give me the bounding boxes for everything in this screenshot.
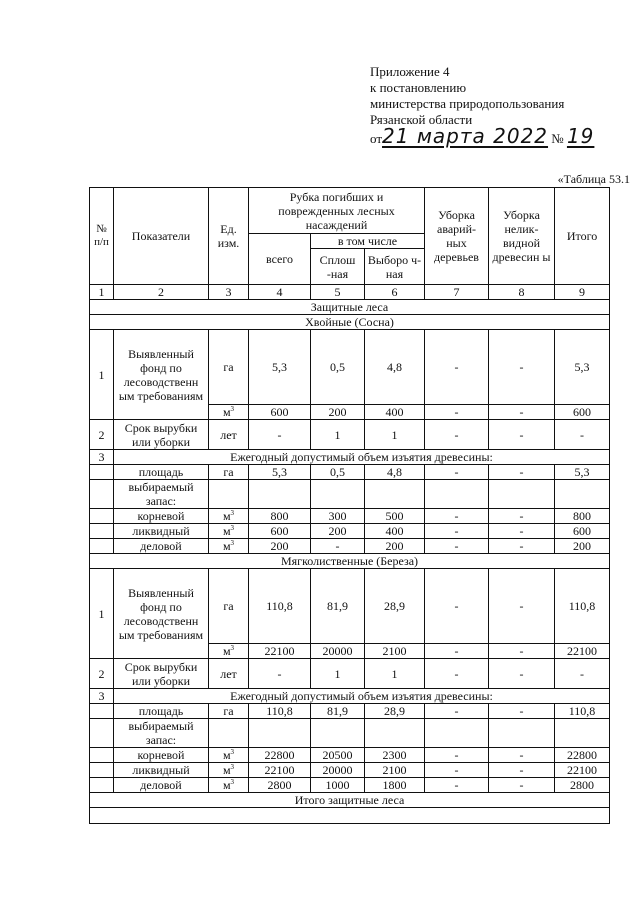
row-label-term: Срок вырубки или уборки bbox=[114, 659, 209, 689]
row-num: 3 bbox=[90, 689, 114, 704]
table-row bbox=[90, 450, 610, 465]
value-cell: 22100 bbox=[249, 763, 311, 778]
value-cell: 600 bbox=[249, 524, 311, 539]
value-cell: 2800 bbox=[249, 778, 311, 793]
value-cell: 20000 bbox=[311, 644, 365, 659]
value-cell: 1 bbox=[365, 420, 425, 450]
value-cell: 81,9 bbox=[311, 704, 365, 719]
column-numbers-row bbox=[90, 285, 610, 300]
col-number: 2 bbox=[114, 285, 209, 300]
handwritten-date: 21 марта 2022 bbox=[382, 124, 549, 148]
value-cell: 600 bbox=[555, 524, 610, 539]
value-cell: 800 bbox=[249, 509, 311, 524]
row-label-stock: выбираемый запас: bbox=[114, 719, 209, 748]
table-row bbox=[90, 509, 610, 524]
value-cell: 22100 bbox=[555, 644, 610, 659]
section-soft: Мягколиственные (Береза) bbox=[90, 554, 610, 569]
value-cell: 22100 bbox=[249, 644, 311, 659]
value-cell: 5,3 bbox=[555, 465, 610, 480]
value-cell: 2300 bbox=[365, 748, 425, 763]
empty-cell bbox=[90, 539, 114, 554]
row-label-stock: выбираемый запас: bbox=[114, 480, 209, 509]
unit-cell: лет bbox=[209, 659, 249, 689]
value-cell: 200 bbox=[365, 539, 425, 554]
col-total-header: Итого bbox=[555, 188, 610, 285]
empty-cell bbox=[90, 509, 114, 524]
value-cell: 0,5 bbox=[311, 330, 365, 405]
unit-cell: $м^3$ bbox=[209, 748, 249, 763]
value-cell: - bbox=[425, 405, 489, 420]
value-cell: 200 bbox=[311, 524, 365, 539]
value-cell: 28,9 bbox=[365, 569, 425, 644]
col-num-header: № п/п bbox=[90, 188, 114, 285]
empty-cell bbox=[425, 480, 489, 509]
value-cell: - bbox=[425, 748, 489, 763]
value-cell: 81,9 bbox=[311, 569, 365, 644]
col-number: 9 bbox=[555, 285, 610, 300]
value-cell: 5,3 bbox=[555, 330, 610, 405]
table-row bbox=[90, 808, 610, 824]
row-num: 3 bbox=[90, 450, 114, 465]
col-all-header: всего bbox=[249, 234, 311, 285]
col-emergency-header: Уборка аварий-ных деревьев bbox=[425, 188, 489, 285]
empty-cell bbox=[249, 480, 311, 509]
row-label-root: корневой bbox=[114, 509, 209, 524]
empty-cell bbox=[90, 524, 114, 539]
empty-cell bbox=[90, 719, 114, 748]
row-label-term: Срок вырубки или уборки bbox=[114, 420, 209, 450]
row-num: 2 bbox=[90, 659, 114, 689]
value-cell: 500 bbox=[365, 509, 425, 524]
value-cell: 22800 bbox=[555, 748, 610, 763]
table-row bbox=[90, 704, 610, 719]
col-unit-header: Ед. изм. bbox=[209, 188, 249, 285]
value-cell: 110,8 bbox=[555, 704, 610, 719]
value-cell: 2800 bbox=[555, 778, 610, 793]
unit-cell: $м^3$ bbox=[209, 524, 249, 539]
unit-cell: га bbox=[209, 465, 249, 480]
col-number: 6 bbox=[365, 285, 425, 300]
row-label-area: площадь bbox=[114, 465, 209, 480]
empty-cell bbox=[90, 808, 610, 824]
value-cell: 1000 bbox=[311, 778, 365, 793]
col-including-header: в том числе bbox=[311, 234, 425, 249]
value-cell: 4,8 bbox=[365, 330, 425, 405]
appendix-line-4: Рязанской области bbox=[370, 112, 473, 127]
row-label-annual: Ежегодный допустимый объем изъятия древесины: bbox=[114, 689, 610, 704]
empty-cell bbox=[365, 719, 425, 748]
value-cell: 28,9 bbox=[365, 704, 425, 719]
value-cell: 5,3 bbox=[249, 465, 311, 480]
value-cell: 200 bbox=[555, 539, 610, 554]
row-num: 2 bbox=[90, 420, 114, 450]
value-cell: 200 bbox=[311, 405, 365, 420]
section-row bbox=[90, 554, 610, 569]
col-indicators-header: Показатели bbox=[114, 188, 209, 285]
col-number: 4 bbox=[249, 285, 311, 300]
appendix-line-3: министерства природопользования bbox=[370, 96, 565, 111]
value-cell: 22800 bbox=[249, 748, 311, 763]
value-cell: - bbox=[425, 539, 489, 554]
unit-cell: лет bbox=[209, 420, 249, 450]
forest-felling-table bbox=[89, 187, 610, 824]
value-cell: - bbox=[489, 704, 555, 719]
row-label-liquid: ликвидный bbox=[114, 524, 209, 539]
value-cell: - bbox=[489, 509, 555, 524]
col-illiquid-header: Уборка нелик-видной древесин ы bbox=[489, 188, 555, 285]
table-row bbox=[90, 539, 610, 554]
empty-cell bbox=[489, 480, 555, 509]
header-row-1 bbox=[90, 188, 610, 234]
col-felling-header: Рубка погибших и поврежденных лесных насаждений bbox=[249, 188, 425, 234]
row-num: 1 bbox=[90, 569, 114, 659]
value-cell: - bbox=[489, 644, 555, 659]
value-cell: - bbox=[425, 465, 489, 480]
section-protective: Защитные леса bbox=[90, 300, 610, 315]
value-cell: - bbox=[425, 509, 489, 524]
value-cell: - bbox=[555, 659, 610, 689]
section-protective-total: Итого защитные леса bbox=[90, 793, 610, 808]
empty-cell bbox=[365, 480, 425, 509]
decree-date-line bbox=[370, 124, 594, 148]
number-label: № bbox=[551, 131, 564, 146]
value-cell: 1800 bbox=[365, 778, 425, 793]
table-row bbox=[90, 330, 610, 405]
unit-cell: га bbox=[209, 569, 249, 644]
value-cell: - bbox=[249, 659, 311, 689]
handwritten-number: 19 bbox=[566, 124, 595, 148]
value-cell: 400 bbox=[365, 405, 425, 420]
value-cell: 110,8 bbox=[555, 569, 610, 644]
value-cell: - bbox=[489, 524, 555, 539]
col-selective-header: Выборо ч-ная bbox=[365, 249, 425, 285]
table-row bbox=[90, 569, 610, 644]
unit-cell: га bbox=[209, 330, 249, 405]
value-cell: 1 bbox=[365, 659, 425, 689]
value-cell: - bbox=[489, 659, 555, 689]
value-cell: 5,3 bbox=[249, 330, 311, 405]
value-cell: 4,8 bbox=[365, 465, 425, 480]
row-label-liquid: ликвидный bbox=[114, 763, 209, 778]
value-cell: - bbox=[425, 569, 489, 644]
row-label-annual: Ежегодный допустимый объем изъятия древесины: bbox=[114, 450, 610, 465]
table-row bbox=[90, 763, 610, 778]
empty-cell bbox=[311, 480, 365, 509]
from-label: от bbox=[370, 131, 383, 146]
value-cell: 110,8 bbox=[249, 569, 311, 644]
value-cell: 300 bbox=[311, 509, 365, 524]
appendix-line-1: Приложение 4 bbox=[370, 64, 450, 79]
value-cell: 400 bbox=[365, 524, 425, 539]
value-cell: 600 bbox=[249, 405, 311, 420]
empty-cell bbox=[555, 480, 610, 509]
empty-cell bbox=[90, 704, 114, 719]
row-num: 1 bbox=[90, 330, 114, 420]
value-cell: - bbox=[425, 330, 489, 405]
value-cell: 110,8 bbox=[249, 704, 311, 719]
value-cell: 20000 bbox=[311, 763, 365, 778]
col-number: 7 bbox=[425, 285, 489, 300]
table-row bbox=[90, 778, 610, 793]
unit-cell: $м^3$ bbox=[209, 539, 249, 554]
unit-cell: $м^3$ bbox=[209, 644, 249, 659]
value-cell: - bbox=[425, 420, 489, 450]
section-row bbox=[90, 315, 610, 330]
empty-cell bbox=[489, 719, 555, 748]
table-row bbox=[90, 689, 610, 704]
empty-cell bbox=[311, 719, 365, 748]
table-row bbox=[90, 480, 610, 509]
appendix-header bbox=[370, 64, 564, 128]
value-cell: - bbox=[555, 420, 610, 450]
value-cell: - bbox=[489, 763, 555, 778]
value-cell: - bbox=[489, 465, 555, 480]
row-label-business: деловой bbox=[114, 778, 209, 793]
empty-cell bbox=[425, 719, 489, 748]
value-cell: - bbox=[489, 748, 555, 763]
appendix-line-2: к постановлению bbox=[370, 80, 467, 95]
value-cell: - bbox=[425, 644, 489, 659]
col-number: 8 bbox=[489, 285, 555, 300]
empty-cell bbox=[90, 480, 114, 509]
value-cell: - bbox=[489, 330, 555, 405]
value-cell: - bbox=[249, 420, 311, 450]
value-cell: 2100 bbox=[365, 763, 425, 778]
empty-cell bbox=[90, 465, 114, 480]
value-cell: - bbox=[489, 420, 555, 450]
value-cell: - bbox=[425, 763, 489, 778]
row-label-root: корневой bbox=[114, 748, 209, 763]
table-caption: «Таблица 53.1 bbox=[557, 172, 630, 186]
unit-cell: $м^3$ bbox=[209, 509, 249, 524]
value-cell: 2100 bbox=[365, 644, 425, 659]
value-cell: - bbox=[311, 539, 365, 554]
empty-cell bbox=[209, 719, 249, 748]
value-cell: 1 bbox=[311, 420, 365, 450]
empty-cell bbox=[249, 719, 311, 748]
unit-cell: $м^3$ bbox=[209, 778, 249, 793]
section-row bbox=[90, 300, 610, 315]
col-number: 1 bbox=[90, 285, 114, 300]
row-label-area: площадь bbox=[114, 704, 209, 719]
empty-cell bbox=[90, 778, 114, 793]
unit-cell: $м^3$ bbox=[209, 763, 249, 778]
row-label-business: деловой bbox=[114, 539, 209, 554]
empty-cell bbox=[209, 480, 249, 509]
value-cell: 600 bbox=[555, 405, 610, 420]
value-cell: - bbox=[489, 778, 555, 793]
value-cell: - bbox=[489, 539, 555, 554]
table-row bbox=[90, 659, 610, 689]
value-cell: - bbox=[425, 659, 489, 689]
table-row bbox=[90, 420, 610, 450]
empty-cell bbox=[90, 748, 114, 763]
value-cell: - bbox=[489, 405, 555, 420]
value-cell: 1 bbox=[311, 659, 365, 689]
table-row bbox=[90, 465, 610, 480]
table-row bbox=[90, 748, 610, 763]
row-label-fund: Выявленный фонд по лесоводственн ым требованиям bbox=[114, 569, 209, 659]
value-cell: 22100 bbox=[555, 763, 610, 778]
unit-cell: $м^3$ bbox=[209, 405, 249, 420]
table-row bbox=[90, 524, 610, 539]
empty-cell bbox=[90, 763, 114, 778]
value-cell: 200 bbox=[249, 539, 311, 554]
col-number: 5 bbox=[311, 285, 365, 300]
value-cell: - bbox=[489, 569, 555, 644]
value-cell: 800 bbox=[555, 509, 610, 524]
value-cell: - bbox=[425, 704, 489, 719]
section-row bbox=[90, 793, 610, 808]
col-solid-header: Сплош -ная bbox=[311, 249, 365, 285]
table-row bbox=[90, 719, 610, 748]
value-cell: 0,5 bbox=[311, 465, 365, 480]
row-label-fund: Выявленный фонд по лесоводственн ым требованиям bbox=[114, 330, 209, 420]
value-cell: 20500 bbox=[311, 748, 365, 763]
empty-cell bbox=[555, 719, 610, 748]
value-cell: - bbox=[425, 778, 489, 793]
unit-cell: га bbox=[209, 704, 249, 719]
section-coniferous: Хвойные (Сосна) bbox=[90, 315, 610, 330]
value-cell: - bbox=[425, 524, 489, 539]
col-number: 3 bbox=[209, 285, 249, 300]
